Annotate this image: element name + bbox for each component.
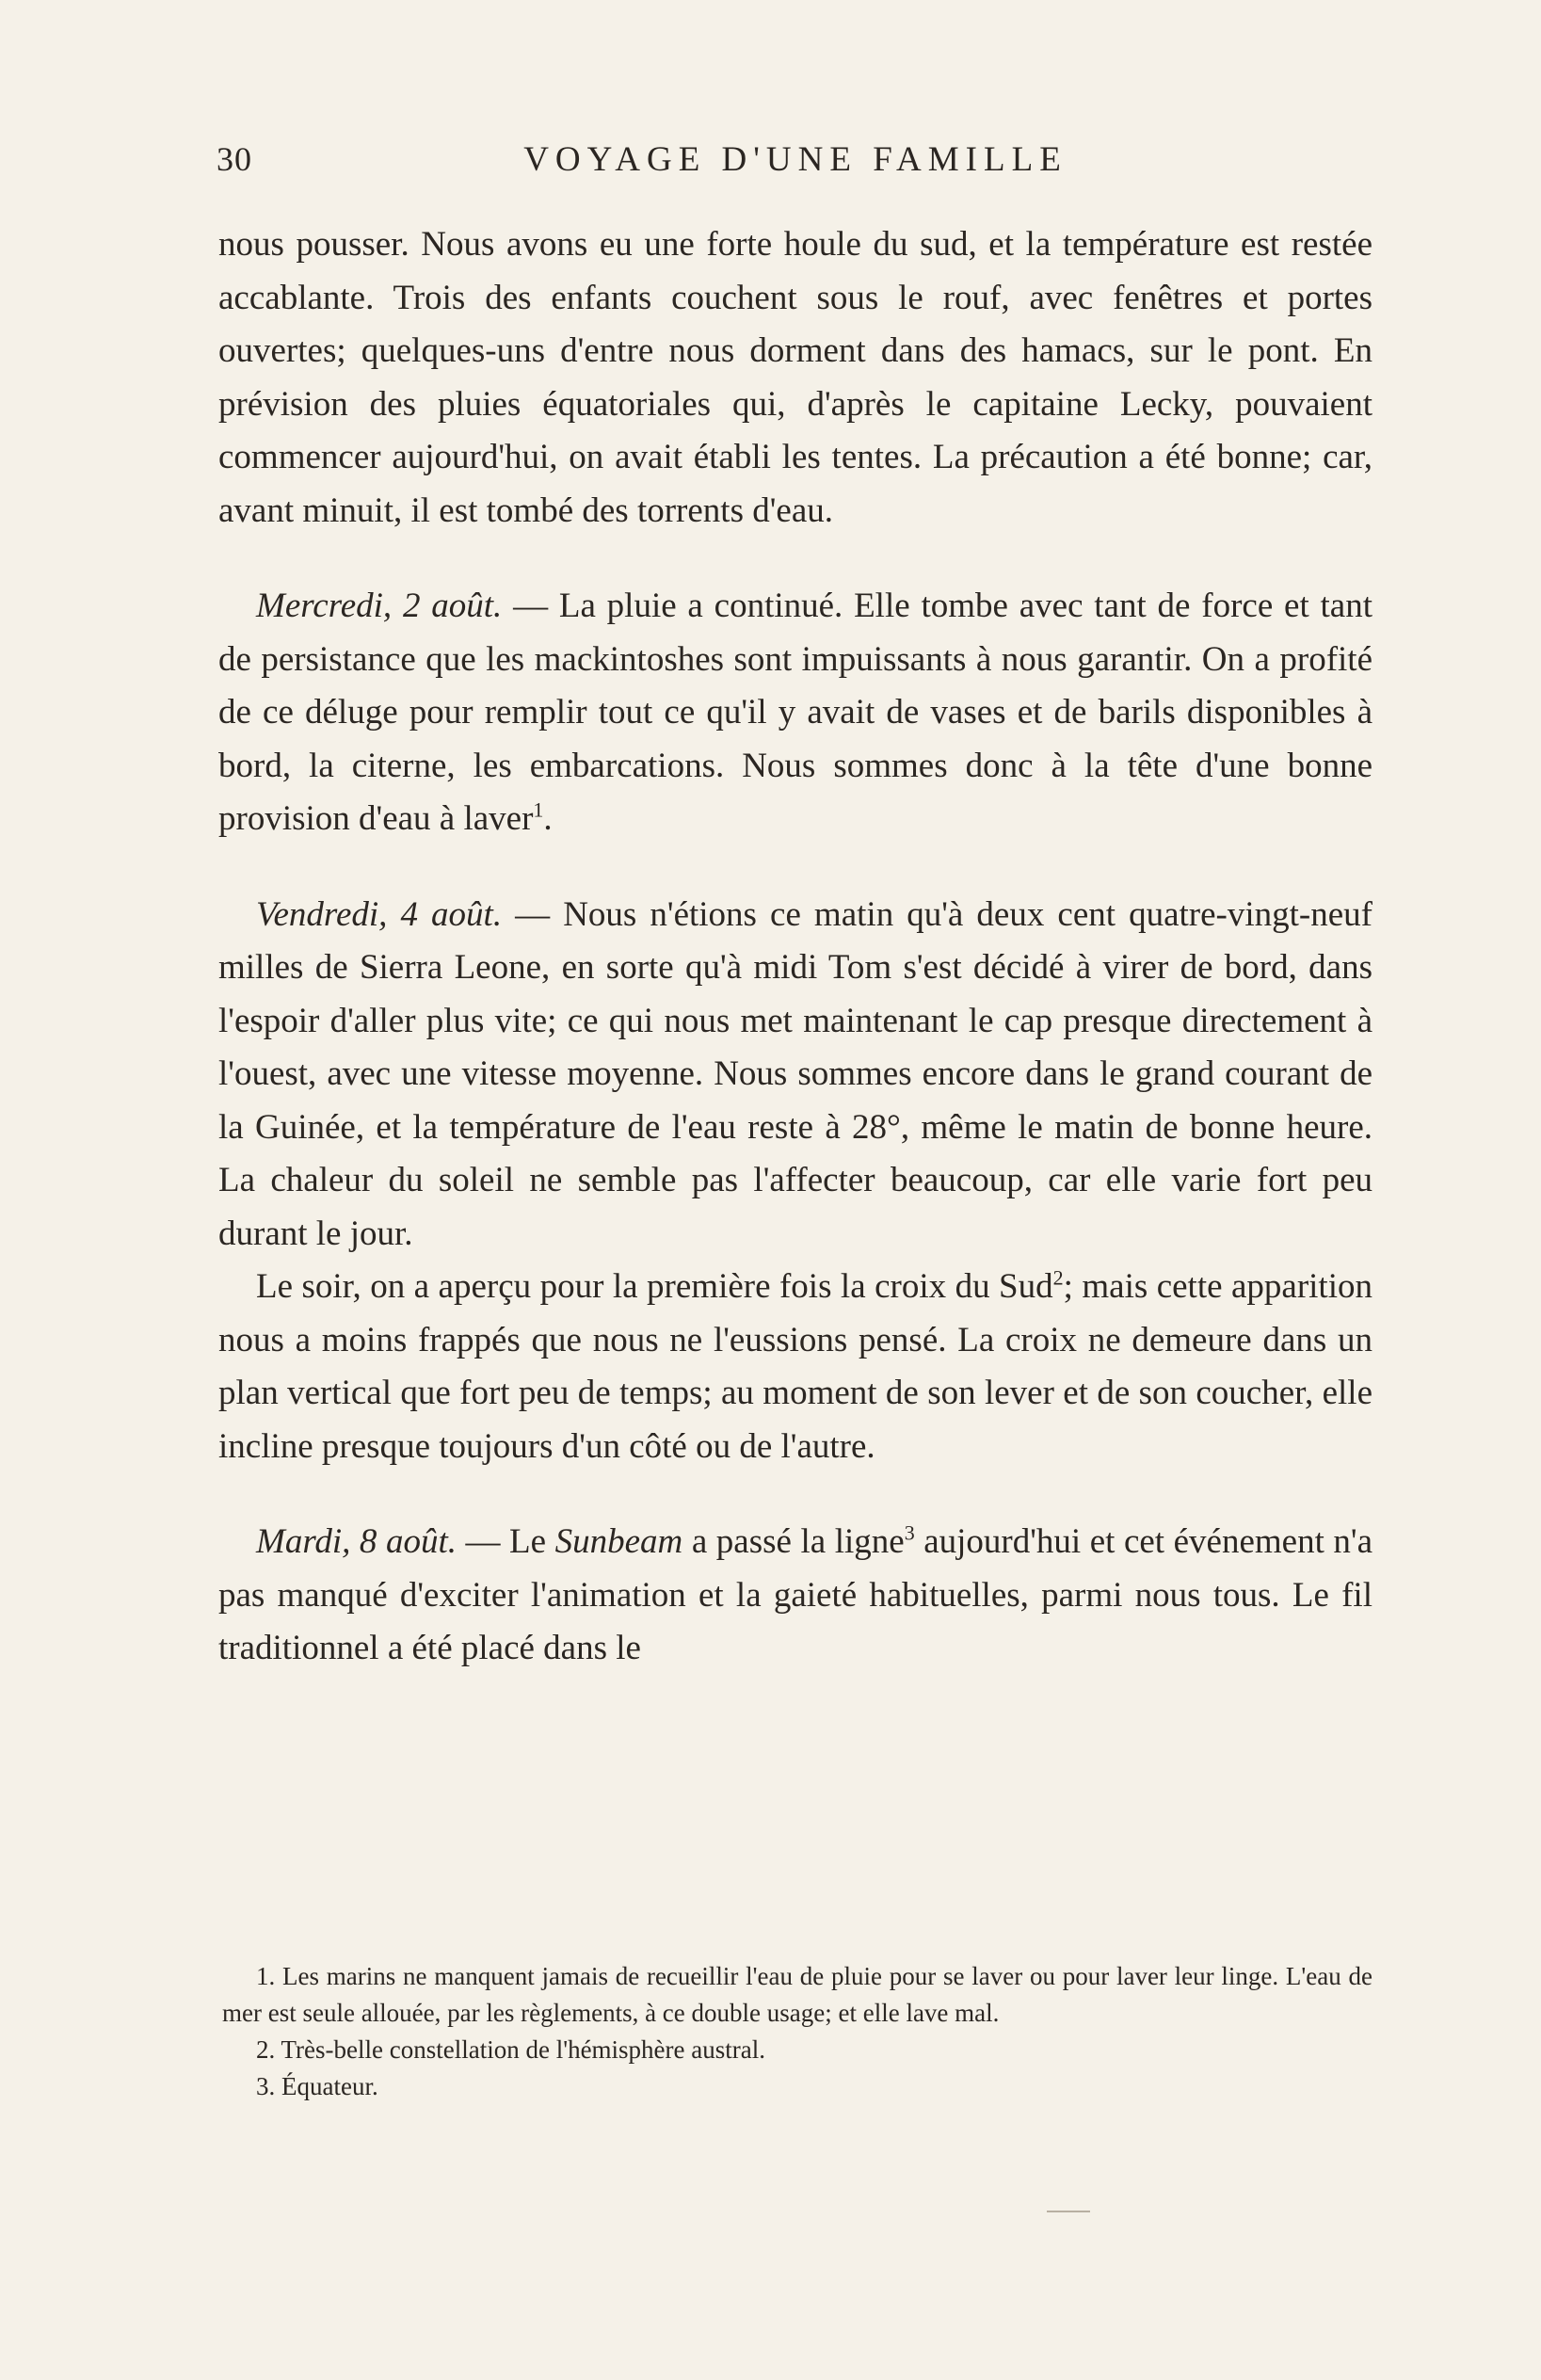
footnotes [222,1958,1372,2105]
footnote-ref-1: 1 [533,797,544,822]
footnote-1: 1. Les marins ne manquent jamais de recueillir l'eau de pluie pour se laver ou pour laver leur linge. L'eau de mer est seule allouée, par les règlements, à ce double usage; et elle lave mal. [222,1962,1372,2027]
paragraph-text: ; mais cette apparition nous a moins frappés que nous ne l'eussions pensé. La croix ne demeure dans un plan vertical que fort peu de temps; au moment de son lever et de son coucher, elle incline presque toujours d'un côté ou de l'autre. [218,1267,1372,1466]
main-text [218,218,1372,1676]
footnote-2: 2. Très-belle constellation de l'hémisphère austral. [256,2035,765,2064]
page-number: 30 [217,140,252,178]
paragraph-continuation: nous pousser. Nous avons eu une forte houle du sud, et la température est restée accablante. Trois des enfants couchent sous le rouf, avec fenêtres et portes ouvertes; quelques-uns d'entre nous dorment dans des hamacs, sur le pont. En prévision des pluies équatoriales qui, d'après le capitaine Lecky, pouvaient commencer aujourd'hui, on avait établi les tentes. La précaution a été bonne; car, avant minuit, il est tombé des torrents d'eau. [218,225,1372,530]
entry-date: Mardi, 8 août. [256,1522,457,1561]
ship-name: Sunbeam [554,1522,683,1561]
entry-text: — La pluie a continué. Elle tombe avec tant de force et tant de persistance que les mackintoshes sont impuissants à nous garantir. On a profité de ce déluge pour remplir tout ce qu'il y avait de vases et de barils disponibles à bord, la citerne, les embarcations. Nous sommes donc à la tête d'une bonne provision d'eau à laver [218,587,1372,838]
printer-mark [1047,2211,1090,2212]
entry-text: a passé la ligne [682,1522,905,1561]
footnote-3: 3. Équateur. [256,2072,378,2100]
entry-text-end: . [543,799,553,838]
entry-date: Vendredi, 4 août. [256,894,503,934]
entry-text: aujourd'hui et cet événement n'a pas manqué d'exciter l'animation et la gaieté habituelles, parmi nous tous. Le fil traditionnel a été placé dans le [218,1522,1373,1667]
running-title: VOYAGE D'UNE FAMILLE [523,140,1067,179]
paragraph-croix-du-sud [218,1261,1372,1473]
entry-text: — Nous n'étions ce matin qu'à deux cent quatre-vingt-neuf milles de Sierra Leone, en sorte qu'à midi Tom s'est décidé à virer de bord, dans l'espoir d'aller plus vite; ce qui nous met maintenant le cap presque directement à l'ouest, avec une vitesse moyenne. Nous sommes encore dans le grand courant de la Guinée, et la température de l'eau reste à 28°, même le matin de bonne heure. La chaleur du soleil ne semble pas l'affecter beaucoup, car elle varie fort peu durant le jour. [218,894,1372,1253]
paragraph-start: Le soir, on a aperçu pour la première fois la croix du Sud [256,1267,1053,1306]
entry-date: Mercredi, 2 août. [256,587,503,625]
entry-text: — Le [456,1522,555,1561]
footnote-ref-3: 3 [904,1520,915,1545]
entry-mardi [218,1516,1372,1676]
page-header [217,139,1374,186]
paragraph-gap [218,538,1372,580]
paragraph-gap [218,846,1372,889]
footnote-ref-2: 2 [1052,1265,1064,1290]
paragraph-gap [218,1473,1372,1516]
entry-mercredi [218,580,1372,846]
entry-vendredi [218,889,1372,1262]
